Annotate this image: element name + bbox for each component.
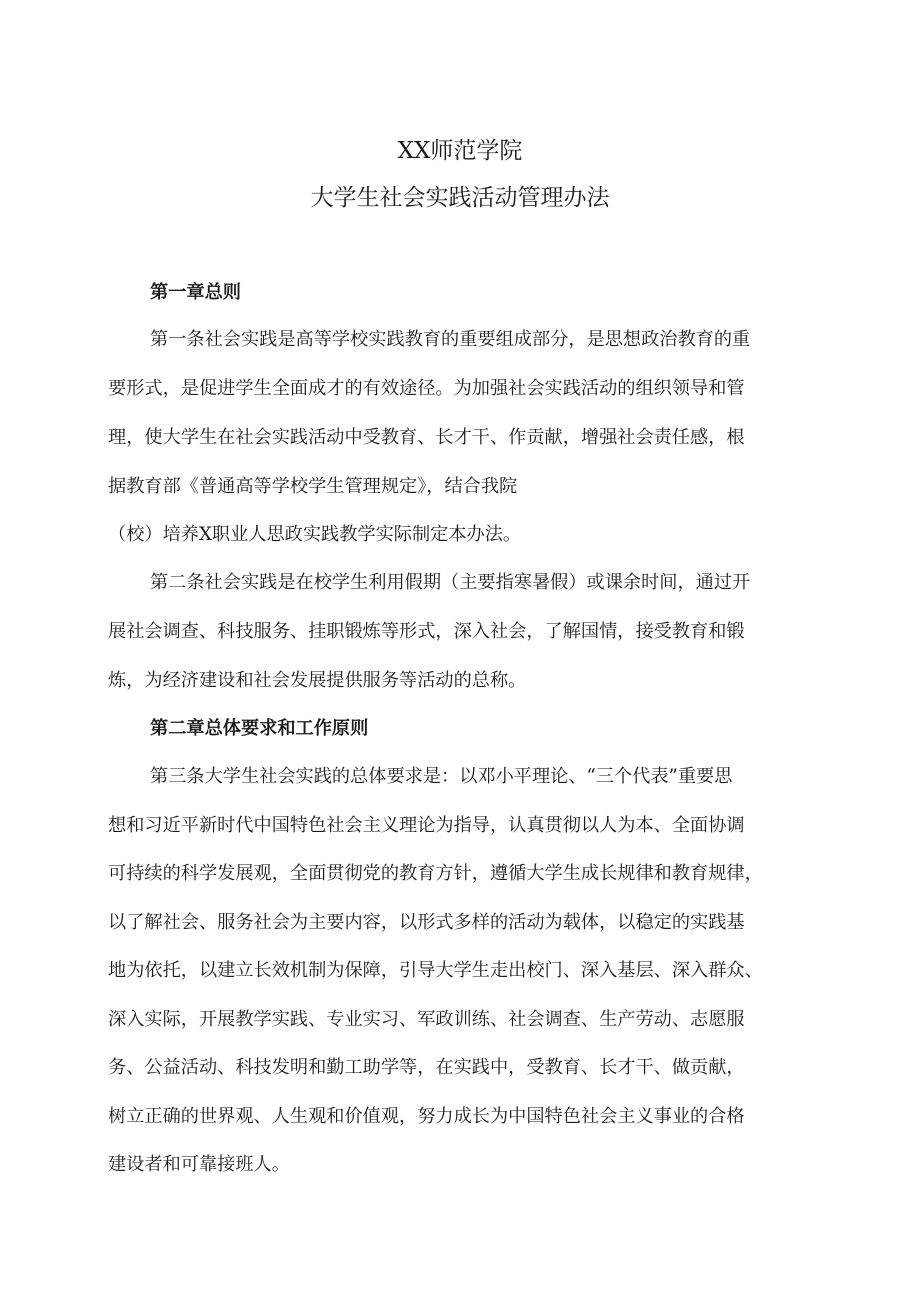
paragraph-line: 第三条大学生社会实践的总体要求是：以邓小平理论、“三个代表”重要思 bbox=[150, 766, 733, 787]
paragraph-line: 地为依托，以建立长效机制为保障，引导大学生走出校门、深入基层、深入群众、 bbox=[108, 960, 763, 981]
paragraph-line: 第二条社会实践是在校学生利用假期（主要指寒暑假）或课余时间，通过开 bbox=[150, 572, 751, 593]
paragraph-line: 以了解社会、服务社会为主要内容，以形式多样的活动为载体，以稳定的实践基 bbox=[108, 912, 745, 933]
paragraph-line: 理，使大学生在社会实践活动中受教育、长才干、作贡献，增强社会责任感，根 bbox=[108, 427, 745, 448]
document-title-line-1: XX师范学院 bbox=[397, 138, 523, 164]
paragraph-line: 炼，为经济建设和社会发展提供服务等活动的总称。 bbox=[108, 670, 527, 691]
paragraph-line: （校）培养X职业人思政实践教学实际制定本办法。 bbox=[108, 524, 522, 545]
paragraph-line: 据教育部《普通高等学校学生管理规定》，结合我院 bbox=[108, 476, 518, 497]
document-title-line-2: 大学生社会实践活动管理办法 bbox=[310, 185, 610, 211]
paragraph-line: 想和习近平新时代中国特色社会主义理论为指导，认真贯彻以人为本、全面协调 bbox=[108, 815, 745, 836]
paragraph-line: 可持续的科学发展观，全面贯彻党的教育方针，遵循大学生成长规律和教育规律， bbox=[108, 863, 763, 884]
paragraph-line: 深入实际，开展教学实践、专业实习、军政训练、社会调查、生产劳动、志愿服 bbox=[108, 1009, 745, 1030]
paragraph-line: 要形式，是促进学生全面成才的有效途径。为加强社会实践活动的组织领导和管 bbox=[108, 378, 745, 399]
chapter-heading: 第一章总则 bbox=[150, 282, 241, 303]
paragraph-line: 第一条社会实践是高等学校实践教育的重要组成部分，是思想政治教育的重 bbox=[150, 329, 751, 350]
paragraph-line: 建设者和可靠接班人。 bbox=[108, 1154, 290, 1175]
paragraph-line: 务、公益活动、科技发明和勤工助学等，在实践中，受教育、长才干、做贡献， bbox=[108, 1057, 745, 1078]
paragraph-line: 树立正确的世界观、人生观和价值观，努力成长为中国特色社会主义事业的合格 bbox=[108, 1106, 745, 1127]
paragraph-line: 展社会调查、科技服务、挂职锻炼等形式，深入社会，了解国情，接受教育和锻 bbox=[108, 621, 745, 642]
chapter-heading: 第二章总体要求和工作原则 bbox=[150, 718, 369, 739]
